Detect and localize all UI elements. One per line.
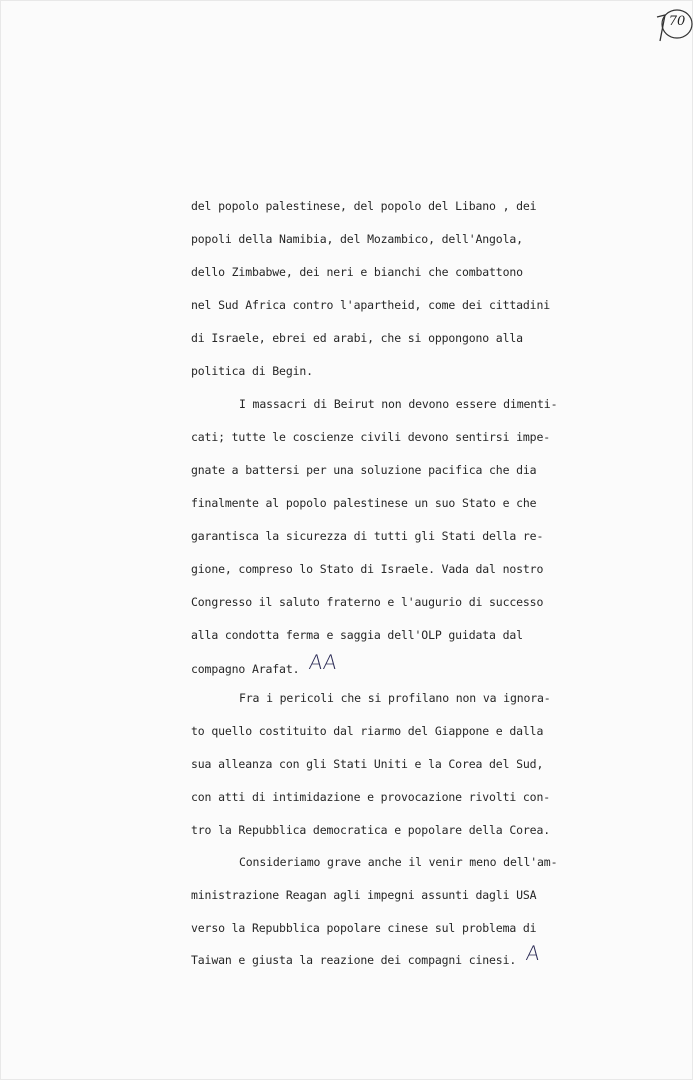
handwritten-initials: A	[524, 941, 541, 965]
text-line: dello Zimbabwe, dei neri e bianchi che combattono	[191, 265, 523, 279]
paragraph-start-line: Consideriamo grave anche il venir meno dell'am-	[239, 855, 558, 869]
text-line-with-initials	[191, 941, 541, 967]
text-line: ministrazione Reagan agli impegni assunti dagli USA	[191, 888, 537, 902]
text-line: politica di Begin.	[191, 364, 313, 378]
text-line: sua alleanza con gli Stati Uniti e la Corea del Sud,	[191, 757, 544, 771]
page-stamp-number: 70	[668, 14, 686, 29]
text-line: del popolo palestinese, del popolo del Libano , dei	[191, 199, 537, 213]
handwritten-initials: AA	[308, 650, 339, 674]
text-line: gione, compreso lo Stato di Israele. Vada dal nostro	[191, 562, 544, 576]
text-line: nel Sud Africa contro l'apartheid, come dei cittadini	[191, 298, 551, 312]
text-line: di Israele, ebrei ed arabi, che si oppongono alla	[191, 331, 523, 345]
text-line: alla condotta ferma e saggia dell'OLP guidata dal	[191, 628, 523, 642]
text-line: tro la Repubblica democratica e popolare della Corea.	[191, 823, 551, 837]
text-line: con atti di intimidazione e provocazione rivolti con-	[191, 790, 551, 804]
text-line: cati; tutte le coscienze civili devono sentirsi impe-	[191, 430, 551, 444]
text-line: Taiwan e giusta la reazione dei compagni cinesi.	[191, 953, 517, 967]
paragraph-start-line: I massacri di Beirut non devono essere dimenti-	[239, 397, 558, 411]
text-line: popoli della Namibia, del Mozambico, dell'Angola,	[191, 232, 523, 246]
text-line: gnate a battersi per una soluzione pacifica che dia	[191, 463, 537, 477]
text-line: garantisca la sicurezza di tutti gli Stati della re-	[191, 529, 544, 543]
paragraph-start-line: Fra i pericoli che si profilano non va ignora-	[239, 691, 551, 705]
text-line: finalmente al popolo palestinese un suo Stato e che	[191, 496, 537, 510]
text-line: Congresso il saluto fraterno e l'augurio di successo	[191, 595, 544, 609]
text-line: verso la Repubblica popolare cinese sul problema di	[191, 921, 537, 935]
text-line: to quello costituito dal riarmo del Giappone e dalla	[191, 724, 544, 738]
text-line: compagno Arafat.	[191, 662, 300, 676]
text-line-with-initials	[191, 650, 339, 676]
